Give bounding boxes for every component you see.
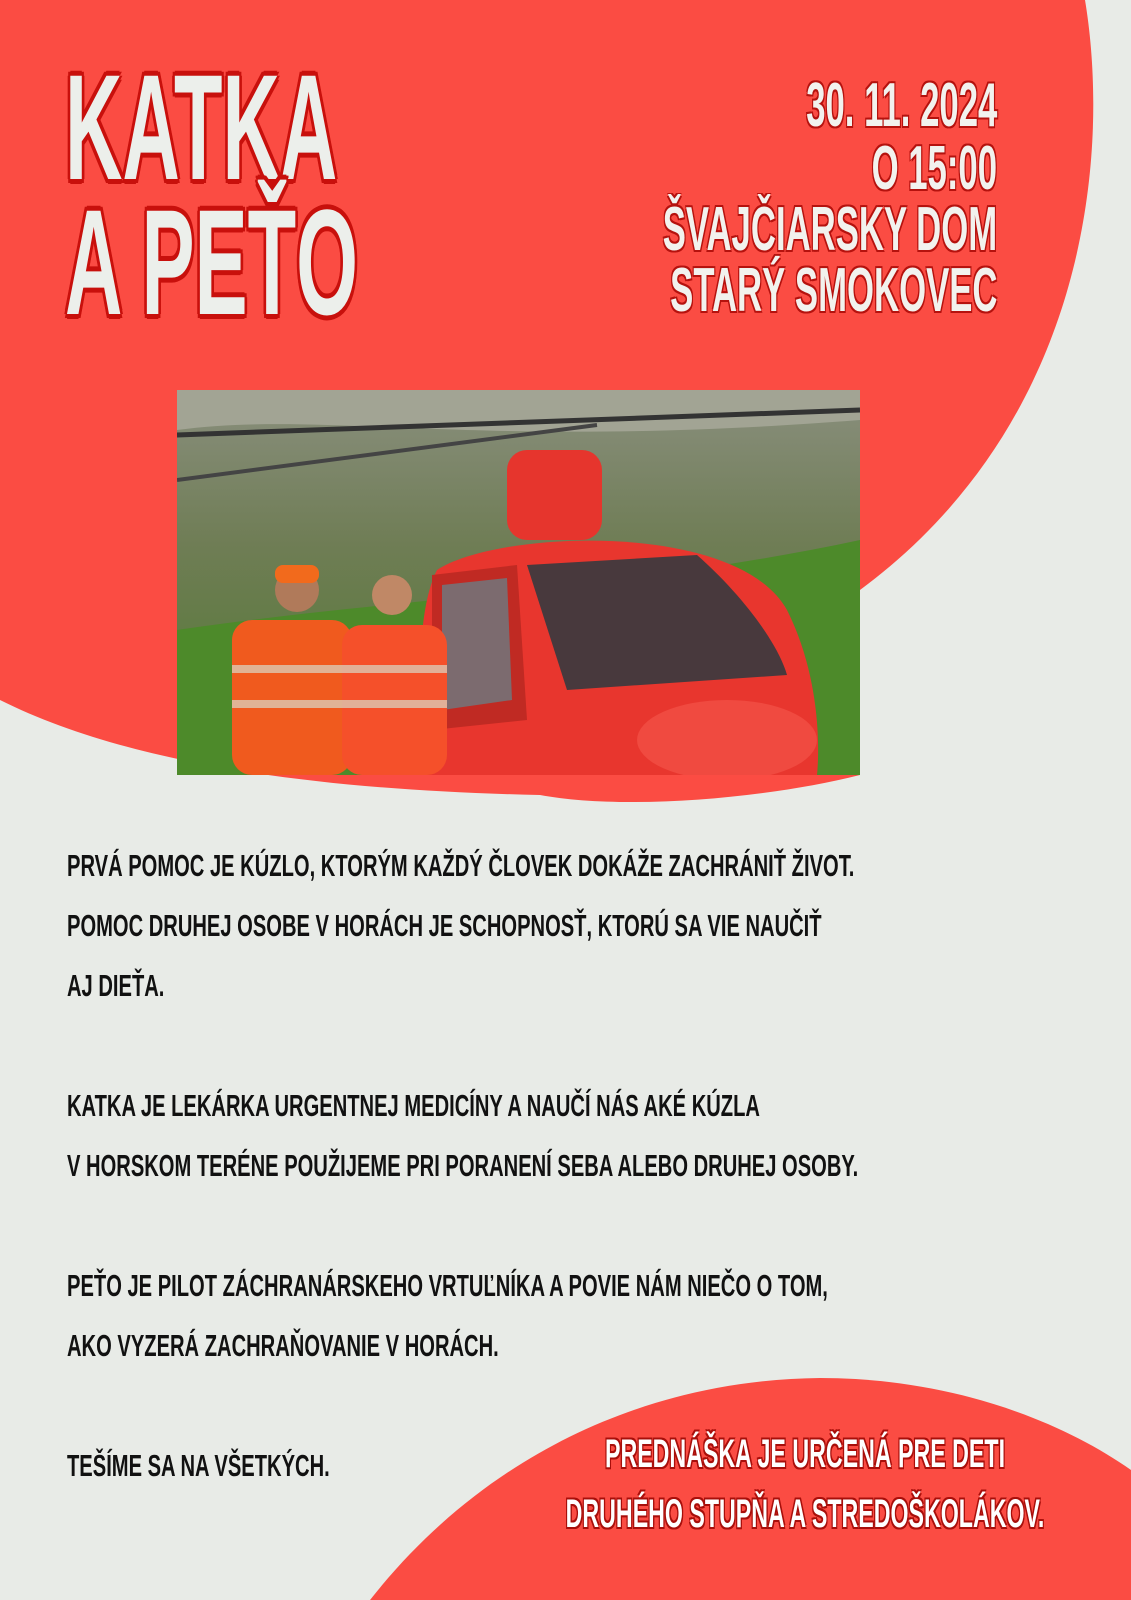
title-line-1: KATKA — [65, 43, 338, 211]
body-p1-line2: POMOC DRUHEJ OSOBE V HORÁCH JE SCHOPNOSŤ, KTORÚ SA VIE NAUČIŤ — [67, 908, 822, 943]
title-line-2: A PEŤO — [65, 178, 359, 346]
body-p3-line2: AKO VYZERÁ ZACHRAŇOVANIE V HORÁCH. — [67, 1328, 499, 1363]
closing-text: TEŠÍME SA NA VŠETKÝCH. — [67, 1448, 330, 1483]
body-p3-line1: PEŤO JE PILOT ZÁCHRANÁRSKEHO VRTUĽNÍKA A POVIE NÁM NIEČO O TOM, — [67, 1268, 828, 1303]
event-place: STARÝ SMOKOVEC — [669, 256, 997, 325]
audience-note-line1: PREDNÁŠKA JE URČENÁ PRE DETI — [604, 1432, 1006, 1476]
bottom-red-shape — [370, 1378, 1131, 1600]
event-venue: ŠVAJČIARSKY DOM — [662, 195, 997, 264]
body-p2-line2: V HORSKOM TERÉNE POUŽIJEME PRI PORANENÍ SEBA ALEBO DRUHEJ OSOBY. — [67, 1148, 859, 1183]
body-p1-line3: AJ DIEŤA. — [67, 968, 165, 1003]
event-date: 30. 11. 2024 — [805, 71, 997, 140]
helicopter-photo — [177, 390, 860, 775]
body-p2-line1: KATKA JE LEKÁRKA URGENTNEJ MEDICÍNY A NAUČÍ NÁS AKÉ KÚZLA — [67, 1088, 760, 1123]
audience-note-line2: DRUHÉHO STUPŇA A STREDOŠKOLÁKOV. — [565, 1492, 1045, 1536]
event-time: O 15:00 — [871, 134, 997, 203]
body-p1-line1: PRVÁ POMOC JE KÚZLO, KTORÝM KAŽDÝ ČLOVEK DOKÁŽE ZACHRÁNIŤ ŽIVOT. — [67, 848, 855, 883]
